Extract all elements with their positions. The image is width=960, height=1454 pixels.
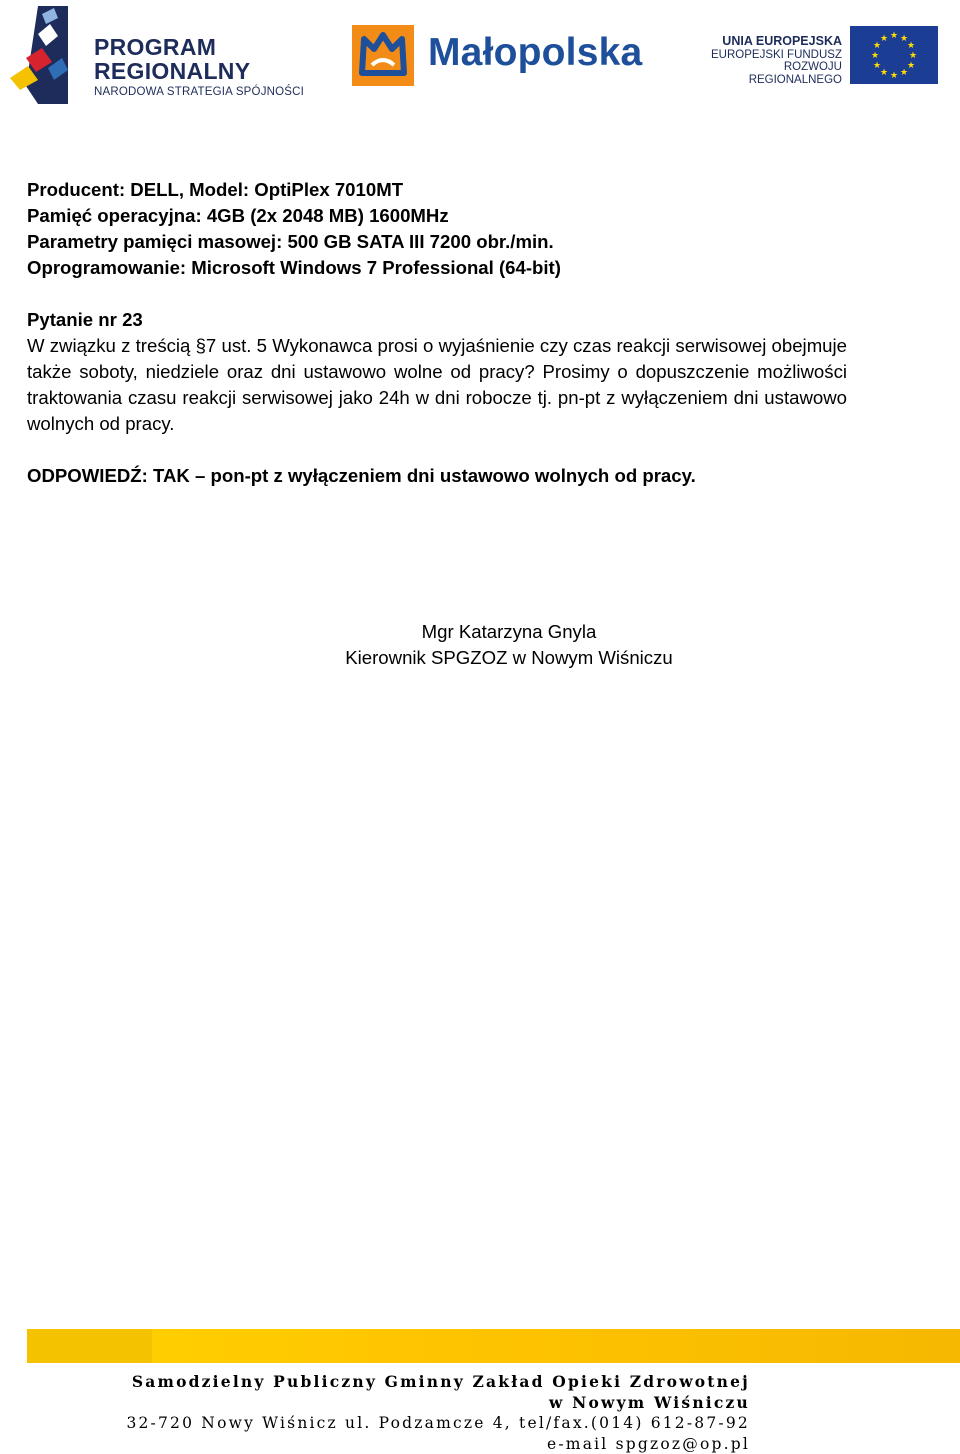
program-logo-line2: REGIONALNY (94, 60, 304, 83)
document-body (27, 177, 847, 489)
malopolska-logo (352, 25, 652, 87)
program-logo-line1: PROGRAM (94, 36, 304, 59)
svg-text:★: ★ (880, 34, 888, 44)
spec-software: Oprogramowanie: Microsoft Windows 7 Professional (64-bit) (27, 255, 847, 281)
spec-memory: Pamięć operacyjna: 4GB (2x 2048 MB) 1600MHz (27, 203, 847, 229)
question-title: Pytanie nr 23 (27, 307, 847, 333)
question-body: W związku z treścią §7 ust. 5 Wykonawca prosi o wyjaśnienie czy czas reakcji serwisowej obejmuje także soboty, niedziele oraz dni ustawowo wolne od pracy? Prosimy o dopuszczenie możliwości traktowania czasu reakcji serwisowej jako 24h w dni robocze tj. pn-pt z wyłączeniem dni ustawowo wolnych od pracy. (27, 333, 847, 437)
footer-address (110, 1372, 750, 1454)
svg-text:★: ★ (871, 51, 879, 61)
signature-block (0, 619, 960, 671)
eu-logo-line1: UNIA EUROPEJSKA (690, 35, 842, 49)
footer-color-bar (27, 1329, 960, 1363)
signature-name: Mgr Katarzyna Gnyla (0, 619, 960, 645)
eu-logo-line2: EUROPEJSKI FUNDUSZ (690, 49, 842, 62)
footer-line1: Samodzielny Publiczny Gminny Zakład Opieki Zdrowotnej (110, 1372, 750, 1393)
footer-line4: e-mail spgzoz@op.pl (110, 1434, 750, 1454)
svg-text:★: ★ (900, 34, 908, 44)
malopolska-text: Małopolska (428, 33, 642, 72)
svg-text:★: ★ (873, 41, 881, 51)
svg-text:★: ★ (890, 31, 898, 41)
program-regionalny-emblem-icon (8, 6, 88, 104)
eu-logo-line3: ROZWOJU REGIONALNEGO (690, 61, 842, 86)
svg-text:★: ★ (880, 68, 888, 78)
svg-text:★: ★ (909, 51, 917, 61)
spec-storage: Parametry pamięci masowej: 500 GB SATA III 7200 obr./min. (27, 229, 847, 255)
svg-text:★: ★ (873, 61, 881, 71)
svg-text:★: ★ (907, 41, 915, 51)
svg-text:★: ★ (900, 68, 908, 78)
eu-flag-icon (850, 26, 938, 84)
footer-line2: w Nowym Wiśniczu (110, 1393, 750, 1414)
spec-producer: Producent: DELL, Model: OptiPlex 7010MT (27, 177, 847, 203)
answer: ODPOWIEDŹ: TAK – pon-pt z wyłączeniem dni ustawowo wolnych od pracy. (27, 463, 847, 489)
svg-text:★: ★ (907, 61, 915, 71)
footer-line3: 32-720 Nowy Wiśnicz ul. Podzamcze 4, tel/fax.(014) 612-87-92 (110, 1413, 750, 1434)
svg-text:★: ★ (890, 71, 898, 81)
program-logo-line3: NARODOWA STRATEGIA SPÓJNOŚCI (94, 87, 304, 99)
eu-logo (690, 26, 940, 84)
program-regionalny-logo (8, 6, 308, 104)
malopolska-crown-icon (352, 25, 414, 86)
signature-position: Kierownik SPGZOZ w Nowym Wiśniczu (0, 645, 960, 671)
